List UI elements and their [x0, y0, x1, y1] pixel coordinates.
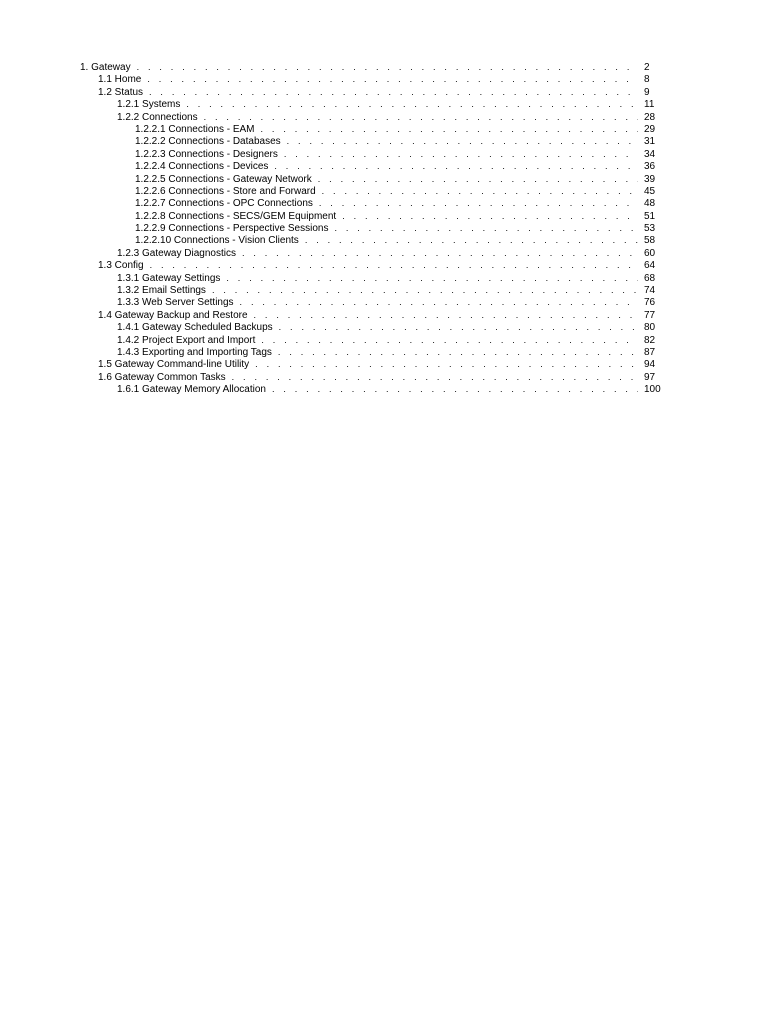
toc-entry-label: 1.2.3 Gateway Diagnostics — [117, 247, 236, 259]
toc-dot-leader — [334, 222, 638, 234]
toc-entry-page: 82 — [644, 334, 656, 346]
toc-entry-label: 1.4.1 Gateway Scheduled Backups — [117, 322, 273, 334]
toc-entry-page: 94 — [644, 359, 656, 371]
toc-entry-label: 1.1 Home — [98, 74, 142, 86]
toc-entry-label: 1.2.2.6 Connections - Store and Forward — [135, 185, 316, 197]
toc-entry-label: 1.6.1 Gateway Memory Allocation — [117, 384, 266, 396]
toc-dot-leader — [137, 61, 638, 73]
toc-dot-leader — [226, 272, 638, 284]
toc-entry-label: 1.2.2.9 Connections - Perspective Sessions — [135, 223, 329, 235]
toc-entry-label: 1.2.2.7 Connections - OPC Connections — [135, 198, 313, 210]
toc-entry[interactable] — [80, 123, 668, 135]
toc-entry-page: 74 — [644, 285, 656, 297]
toc-entry-label: 1.2.2.2 Connections - Databases — [135, 136, 281, 148]
toc-entry[interactable] — [80, 234, 668, 246]
toc-entry-label: 1.5 Gateway Command-line Utility — [98, 359, 250, 371]
toc-entry-page: 9 — [644, 86, 650, 98]
toc-dot-leader — [147, 73, 638, 85]
toc-entry[interactable] — [80, 272, 668, 284]
toc-entry[interactable] — [80, 358, 668, 370]
toc-entry-page: 29 — [644, 123, 656, 135]
toc-entry[interactable] — [80, 98, 668, 110]
toc-dot-leader — [279, 321, 638, 333]
toc-dot-leader — [278, 346, 638, 358]
toc-dot-leader — [261, 334, 638, 346]
toc-entry-page: 2 — [644, 62, 650, 73]
toc-entry[interactable] — [80, 86, 668, 98]
toc-entry-label: 1.2.2.3 Connections - Designers — [135, 148, 278, 160]
toc-entry-page: 68 — [644, 272, 656, 284]
toc-entry[interactable] — [80, 173, 668, 185]
toc-dot-leader — [255, 358, 638, 370]
toc-entry[interactable] — [80, 222, 668, 234]
toc-entry-page: 97 — [644, 371, 656, 383]
toc-entry-label: 1.4.3 Exporting and Importing Tags — [117, 346, 272, 358]
toc-entry[interactable] — [80, 259, 668, 271]
toc-entry-page: 76 — [644, 297, 656, 309]
toc-dot-leader — [240, 296, 638, 308]
toc-dot-leader — [284, 148, 638, 160]
toc-entry[interactable] — [80, 346, 668, 358]
toc-dot-leader — [149, 86, 638, 98]
toc-entry-label: 1.2.2.1 Connections - EAM — [135, 123, 255, 135]
toc-entry-label: 1.3.1 Gateway Settings — [117, 272, 221, 284]
toc-entry[interactable] — [80, 247, 668, 259]
toc-dot-leader — [305, 234, 638, 246]
toc-dot-leader — [274, 160, 638, 172]
toc-dot-leader — [261, 123, 638, 135]
toc-entry[interactable] — [80, 135, 668, 147]
toc-dot-leader — [186, 98, 638, 110]
toc-entry-label: 1.4 Gateway Backup and Restore — [98, 309, 248, 321]
toc-entry[interactable] — [80, 160, 668, 172]
toc-entry[interactable] — [80, 284, 668, 296]
toc-entry[interactable] — [80, 321, 668, 333]
toc-entry[interactable] — [80, 296, 668, 308]
toc-entry[interactable] — [80, 197, 668, 209]
toc-entry-label: 1.2.2 Connections — [117, 111, 198, 123]
toc-entry-label: 1.3.3 Web Server Settings — [117, 297, 234, 309]
toc-entry-page: 87 — [644, 346, 656, 358]
toc-entry-page: 80 — [644, 322, 656, 334]
toc-entry-label: 1.4.2 Project Export and Import — [117, 334, 256, 346]
toc-entry[interactable] — [80, 383, 668, 395]
toc-dot-leader — [242, 247, 638, 259]
toc-dot-leader — [318, 173, 638, 185]
toc-dot-leader — [232, 371, 638, 383]
toc-entry[interactable] — [80, 111, 668, 123]
toc-entry-page: 45 — [644, 185, 656, 197]
toc-entry-page: 48 — [644, 198, 656, 210]
toc-entry-page: 8 — [644, 74, 650, 86]
toc-entry-label: 1.6 Gateway Common Tasks — [98, 371, 226, 383]
toc-entry[interactable] — [80, 148, 668, 160]
toc-entry-page: 28 — [644, 111, 656, 123]
toc-dot-leader — [287, 135, 638, 147]
toc-entry-page: 64 — [644, 260, 656, 272]
toc-entry-page: 36 — [644, 161, 656, 173]
toc-entry-label: 1.2 Status — [98, 86, 144, 98]
toc-entry-page: 51 — [644, 210, 656, 222]
toc-dot-leader — [342, 210, 638, 222]
toc-entry-page: 34 — [644, 148, 656, 160]
toc-entry[interactable] — [80, 61, 668, 73]
toc-entry-page: 100 — [644, 384, 661, 396]
toc-dot-leader — [212, 284, 638, 296]
toc-dot-leader — [272, 383, 638, 395]
toc-entry-label: 1.2.2.8 Connections - SECS/GEM Equipment — [135, 210, 337, 222]
toc-entry[interactable] — [80, 309, 668, 321]
toc-dot-leader — [204, 111, 638, 123]
toc-entry-page: 39 — [644, 173, 656, 185]
toc-entry-page: 77 — [644, 309, 656, 321]
toc-dot-leader — [254, 309, 638, 321]
toc-dot-leader — [150, 259, 638, 271]
toc-dot-leader — [319, 197, 638, 209]
toc-entry[interactable] — [80, 334, 668, 346]
toc-entry[interactable] — [80, 185, 668, 197]
toc-entry-label: 1. Gateway — [80, 62, 131, 73]
toc-entry[interactable] — [80, 371, 668, 383]
toc-entry-label: 1.3.2 Email Settings — [117, 285, 206, 297]
table-of-contents — [80, 61, 668, 396]
toc-entry-page: 58 — [644, 235, 656, 247]
toc-entry-label: 1.2.2.5 Connections - Gateway Network — [135, 173, 312, 185]
toc-entry-label: 1.2.2.4 Connections - Devices — [135, 161, 269, 173]
toc-entry-label: 1.2.2.10 Connections - Vision Clients — [135, 235, 299, 247]
toc-entry-label: 1.2.1 Systems — [117, 99, 181, 111]
toc-entry[interactable] — [80, 73, 668, 85]
toc-entry[interactable] — [80, 210, 668, 222]
toc-entry-page: 11 — [644, 99, 655, 111]
toc-entry-page: 31 — [644, 136, 656, 148]
toc-entry-page: 60 — [644, 247, 656, 259]
toc-entry-label: 1.3 Config — [98, 260, 144, 272]
toc-dot-leader — [322, 185, 638, 197]
toc-entry-page: 53 — [644, 223, 656, 235]
